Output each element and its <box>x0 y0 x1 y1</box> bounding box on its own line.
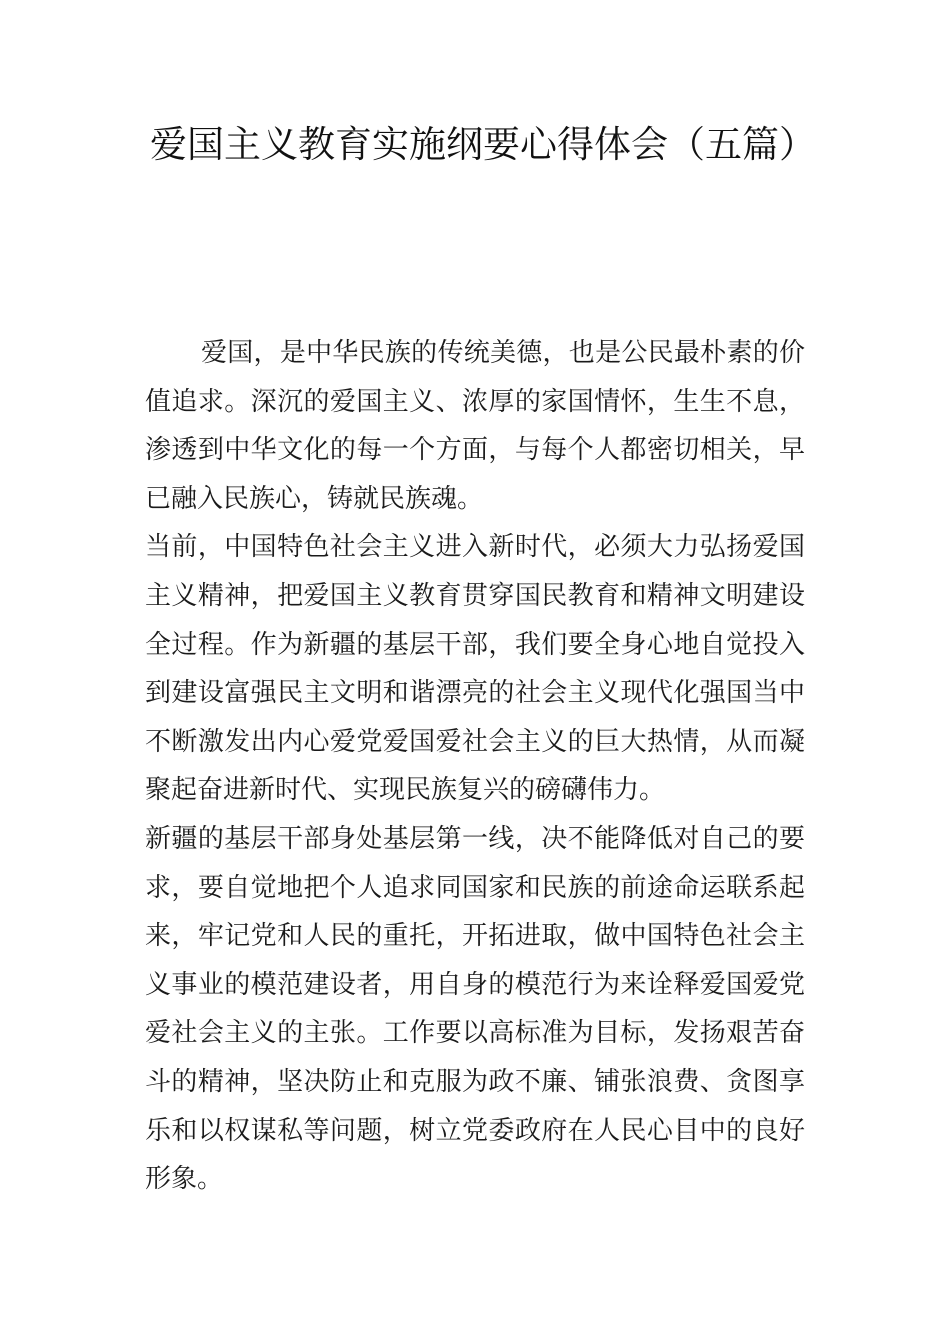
paragraph-2: 当前，中国特色社会主义进入新时代，必须大力弘扬爱国主义精神，把爱国主义教育贯穿国民教育和精神文明建设全过程。作为新疆的基层干部，我们要全身心地自觉投入到建设富强民主文明和谐漂亮的社会主义现代化强国当中不断激发出内心爱党爱国爱社会主义的巨大热情，从而凝聚起奋进新时代、实现民族复兴的磅礴伟力。 <box>145 532 805 806</box>
paragraph-1: 爱国，是中华民族的传统美德，也是公民最朴素的价值追求。深沉的爱国主义、浓厚的家国情怀，生生不息，渗透到中华文化的每一个方面，与每个人都密切相关，早已融入民族心，铸就民族魂。 <box>145 338 805 514</box>
paragraph-3: 新疆的基层干部身处基层第一线，决不能降低对自己的要求，要自觉地把个人追求同国家和民族的前途命运联系起来，牢记党和人民的重托，开拓进取，做中国特色社会主义事业的模范建设者，用自身的模范行为来诠释爱国爱党爱社会主义的主张。工作要以高标准为目标，发扬艰苦奋斗的精神，坚决防止和克服为政不廉、铺张浪费、贪图享乐和以权谋私等问题，树立党委政府在人民心目中的良好形象。 <box>145 823 805 1195</box>
document-title: 爱国主义教育实施纲要心得体会（五篇） <box>150 123 816 166</box>
document-body <box>145 329 805 1204</box>
